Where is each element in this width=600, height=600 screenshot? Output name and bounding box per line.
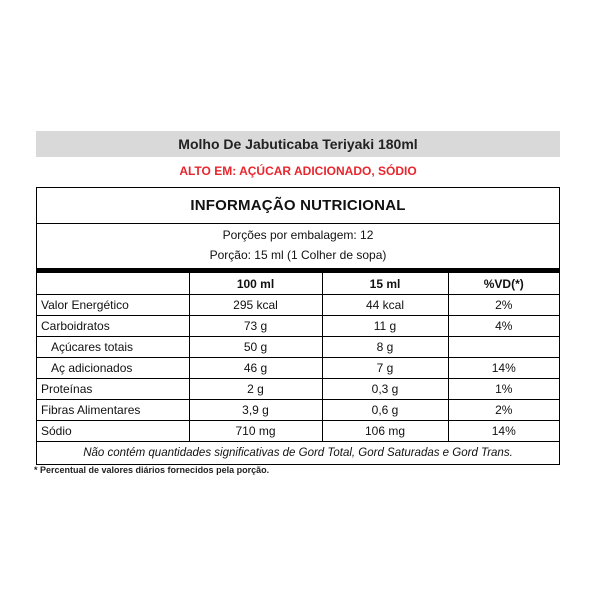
nutrient-label: Sódio <box>37 421 189 442</box>
serving-size: Porção: 15 ml (1 Colher de sopa) <box>209 248 387 262</box>
value-dv <box>448 337 559 358</box>
nutrient-label: Proteínas <box>37 379 189 400</box>
value-dv: 14% <box>448 358 559 379</box>
nutrient-label: Fibras Alimentares <box>37 400 189 421</box>
dv-footnote: * Percentual de valores diários fornecidos pela porção. <box>34 465 270 475</box>
column-header-label <box>37 271 189 295</box>
portion-info <box>37 224 559 268</box>
column-header-dv: %VD(*) <box>448 271 559 295</box>
column-header-portion: 15 ml <box>322 271 448 295</box>
value-dv: 1% <box>448 379 559 400</box>
table-row <box>37 379 559 400</box>
nutrient-label: Açúcares totais <box>37 337 189 358</box>
value-100ml: 710 mg <box>189 421 322 442</box>
value-portion: 0,6 g <box>322 400 448 421</box>
value-100ml: 2 g <box>189 379 322 400</box>
table-row <box>37 316 559 337</box>
table-row <box>37 421 559 442</box>
table-row <box>37 358 559 379</box>
column-header-100ml: 100 ml <box>189 271 322 295</box>
nutrient-label: Carboidratos <box>37 316 189 337</box>
value-dv: 14% <box>448 421 559 442</box>
table-row <box>37 400 559 421</box>
panel-heading: INFORMAÇÃO NUTRICIONAL <box>37 188 559 224</box>
nutrition-facts-panel <box>36 187 560 465</box>
value-portion: 8 g <box>322 337 448 358</box>
value-100ml: 50 g <box>189 337 322 358</box>
value-100ml: 46 g <box>189 358 322 379</box>
value-portion: 7 g <box>322 358 448 379</box>
value-100ml: 295 kcal <box>189 295 322 316</box>
value-100ml: 73 g <box>189 316 322 337</box>
value-portion: 0,3 g <box>322 379 448 400</box>
table-row <box>37 337 559 358</box>
table-row <box>37 295 559 316</box>
nutrition-table <box>37 268 559 442</box>
value-portion: 11 g <box>322 316 448 337</box>
value-dv: 2% <box>448 400 559 421</box>
high-in-warning: ALTO EM: AÇÚCAR ADICIONADO, SÓDIO <box>179 164 417 178</box>
product-title: Molho De Jabuticaba Teriyaki 180ml <box>36 131 560 157</box>
table-header-row <box>37 271 559 295</box>
value-dv: 4% <box>448 316 559 337</box>
not-significant-note: Não contém quantidades significativas de Gord Total, Gord Saturadas e Gord Trans. <box>83 447 513 459</box>
value-portion: 106 mg <box>322 421 448 442</box>
nutrient-label: Valor Energético <box>37 295 189 316</box>
value-portion: 44 kcal <box>322 295 448 316</box>
nutrient-label: Aç adicionados <box>37 358 189 379</box>
value-dv: 2% <box>448 295 559 316</box>
value-100ml: 3,9 g <box>189 400 322 421</box>
servings-per-package: Porções por embalagem: 12 <box>222 228 374 242</box>
